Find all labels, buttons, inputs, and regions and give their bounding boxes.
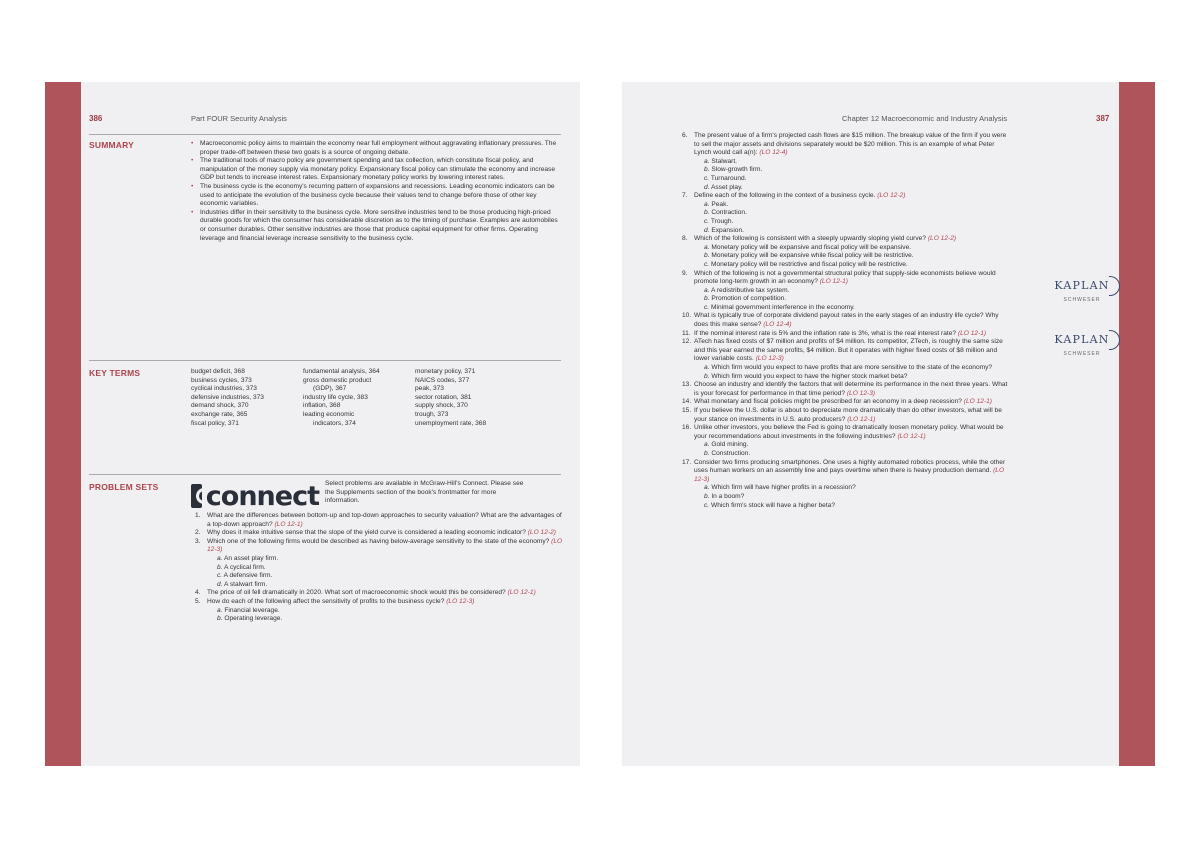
answer-option	[694, 252, 1012, 261]
kaplan-schweser-logo	[1046, 330, 1118, 357]
learning-objective-tag: (LO 12-1)	[963, 398, 992, 406]
learning-objective-tag: (LO 12-1)	[274, 520, 303, 528]
answer-option-letter: a.	[217, 554, 223, 562]
problem-number: 10.	[682, 312, 692, 320]
problem-text: The present value of a firm's projected cash flows are $15 million. The breakup value of the firm if you were to sell the major assets and divisions separately would be $20 million. This is an example of what Peter Lynch would call a(n):	[694, 132, 1007, 157]
problem-text: What is typically true of corporate dividend payout rates in the early stages of an industry life cycle? Why does this make sense?	[694, 312, 999, 329]
answer-option-letter: c.	[704, 174, 710, 182]
answer-option	[694, 184, 1012, 193]
right-page	[622, 82, 1155, 766]
problem-number: 13.	[682, 381, 692, 389]
learning-objective-tag: (LO 12-3)	[694, 467, 1005, 483]
key-terms-col2	[303, 368, 380, 428]
learning-objective-tag: (LO 12-2)	[527, 529, 556, 537]
problem-item	[682, 381, 1012, 398]
answer-option-text: Which firm's stock will have a higher beta?	[710, 501, 836, 509]
answer-option-text: Financial leverage.	[224, 606, 280, 614]
learning-objective-tag: (LO 12-3)	[846, 389, 876, 397]
problem-item	[195, 598, 565, 624]
problem-text: If the nominal interest rate is 5% and the inflation rate is 3%, what is the real interest rate?	[694, 329, 957, 337]
summary-bullet: • The traditional tools of macro policy are government spending and tax collection, which constitute fiscal policy, and manipulation of the money supply via monetary policy. Expansionary fiscal policy can stimulate the economy and increase GDP but tends to increase interest rates. Expansionary monetary policy works by lowering interest rates.	[191, 157, 561, 183]
problem-text: ATech has fixed costs of $7 million and profits of $4 million. Its competitor, ZTech, is roughly the same size and this year earned the same profits, $4 million. But it operates with higher fixed costs of $8 million and lower variable costs.	[694, 338, 1003, 363]
answer-option	[694, 158, 1012, 167]
answer-option-letter: d.	[704, 183, 710, 191]
answer-option-letter: a.	[704, 200, 710, 208]
answer-option	[694, 287, 1012, 296]
answer-option-text: A redistributive tax system.	[710, 286, 790, 294]
answer-option-letter: b.	[704, 449, 710, 457]
problem-text: Consider two firms producing smartphones. One uses a highly automated robotics process, while the other uses human workers on an assembly line and pays overtime when there is heavy production demand.	[694, 458, 1006, 475]
learning-objective-tag: (LO 12-4)	[763, 321, 792, 329]
connect-logo-word: connect	[205, 480, 319, 512]
problem-item	[682, 270, 1012, 313]
answer-option-letter: b.	[217, 563, 223, 571]
summary-bullets	[191, 140, 561, 243]
learning-objective-tag: (LO 12-1)	[507, 589, 536, 597]
learning-objective-tag: (LO 12-3)	[755, 355, 784, 363]
problem-item	[195, 529, 565, 538]
answer-option	[207, 555, 565, 564]
key-term: (GDP), 367	[313, 385, 347, 393]
answer-option-letter: b.	[704, 372, 710, 380]
problem-text: Choose an industry and identify the factors that will determine its performance in the next three years. What is your forecast for performance in that time period?	[694, 381, 1008, 397]
answer-option-letter: a.	[704, 286, 710, 294]
answer-option-text: In a boom?	[711, 492, 745, 500]
answer-option-text: A cyclical firm.	[223, 563, 266, 571]
answer-option-text: Which firm will have higher profits in a recession?	[711, 484, 856, 492]
problem-item	[682, 459, 1012, 511]
key-term: monetary policy, 371	[415, 368, 476, 375]
answer-option	[694, 502, 1012, 511]
answer-option	[694, 209, 1012, 218]
connect-logo	[191, 480, 319, 512]
answer-option-letter: a.	[704, 243, 710, 251]
answer-option	[694, 493, 1012, 502]
key-term: unemployment rate, 368	[415, 419, 487, 427]
problem-number: 12.	[682, 338, 692, 346]
problem-text: What monetary and fiscal policies might be prescribed for an economy in a deep recession?	[694, 398, 962, 406]
key-term: sector rotation, 381	[415, 393, 472, 401]
answer-option-text: Which firm would you expect to have profits that are more sensitive to the state of the economy?	[711, 364, 993, 372]
problem-sets-title: PROBLEM SETS	[89, 482, 159, 492]
answer-option-letter: a.	[704, 157, 710, 165]
answer-option	[207, 607, 565, 616]
learning-objective-tag: (LO 12-1)	[819, 278, 848, 286]
answer-option-text: Monetary policy will be restrictive and fiscal policy will be restrictive.	[710, 260, 908, 268]
summary-title: SUMMARY	[89, 140, 134, 150]
problem-text: Define each of the following in the context of a business cycle.	[694, 192, 876, 200]
answer-option-text: Stalwart.	[711, 157, 737, 165]
learning-objective-tag: (LO 12-1)	[847, 415, 876, 423]
kaplan-logo-word: KAPLAN	[1048, 279, 1115, 292]
problem-number: 7.	[682, 192, 688, 200]
answer-option-text: A defensive firm.	[223, 572, 273, 580]
answer-option	[694, 227, 1012, 236]
answer-option-text: Promotion of competition.	[711, 295, 787, 303]
key-term: leading economic	[303, 410, 355, 418]
problem-item	[195, 589, 565, 598]
problem-text: Why does it make intuitive sense that the slope of the yield curve is considered a leading economic indicator?	[207, 529, 526, 537]
answer-option-letter: b.	[704, 492, 710, 500]
problem-item	[682, 407, 1012, 424]
answer-option-letter: a.	[704, 364, 710, 372]
answer-option-letter: d.	[217, 580, 223, 588]
right-running-head: Chapter 12 Macroeconomic and Industry Analysis	[842, 114, 1008, 123]
problem-item	[682, 330, 1012, 339]
key-terms-title: KEY TERMS	[89, 368, 141, 378]
key-term: supply shock, 370	[415, 402, 468, 410]
answer-option-letter: c.	[217, 572, 223, 580]
answer-option	[694, 175, 1012, 184]
left-page-number: 386	[89, 114, 103, 123]
answer-option-letter: c.	[704, 260, 710, 268]
answer-option	[207, 615, 565, 624]
answer-option-letter: b.	[704, 209, 710, 217]
problem-item	[682, 398, 1012, 407]
problem-number: 8.	[682, 235, 688, 243]
problem-number: 17.	[682, 458, 692, 466]
answer-option	[694, 261, 1012, 270]
answer-option-letter: b.	[704, 295, 710, 303]
answer-option	[694, 166, 1012, 175]
answer-option	[694, 218, 1012, 227]
problem-number: 2.	[195, 529, 201, 537]
key-term: gross domestic product	[303, 376, 372, 384]
answer-option-letter: b.	[704, 166, 710, 174]
answer-option	[694, 450, 1012, 459]
problem-item	[682, 192, 1012, 235]
problem-item	[682, 235, 1012, 269]
answer-option	[207, 581, 565, 590]
problem-number: 4.	[195, 589, 201, 597]
answer-option-text: Minimal government interference in the economy.	[710, 303, 855, 311]
answer-option-letter: a.	[217, 606, 223, 614]
key-term: industry life cycle, 383	[303, 393, 368, 401]
problem-text: Which of the following is not a governmental structural policy that supply-side economists believe would promote long-term growth in an economy?	[694, 269, 996, 286]
problem-text: How do each of the following affect the sensitivity of profits to the business cycle?	[207, 597, 445, 605]
answer-option-letter: c.	[704, 501, 710, 509]
kaplan-schweser-logo	[1046, 276, 1118, 303]
answer-option-text: Monetary policy will be expansive and fiscal policy will be expansive.	[711, 243, 912, 251]
key-term: fiscal policy, 371	[191, 419, 239, 427]
answer-option-letter: d.	[704, 226, 710, 234]
connect-logo-icon	[191, 484, 202, 508]
problem-item	[682, 312, 1012, 329]
problem-number: 9.	[682, 269, 688, 277]
learning-objective-tag: (LO 12-1)	[897, 432, 926, 440]
answer-option-letter: b.	[704, 252, 710, 260]
answer-option-letter: a.	[704, 441, 710, 449]
key-terms-rule	[89, 360, 561, 361]
answer-option	[694, 295, 1012, 304]
key-term: fundamental analysis, 364	[303, 368, 380, 375]
problem-text: Which one of the following firms would be described as having below-average sensitivity to the state of the economy?	[207, 537, 550, 545]
answer-option-letter: b.	[217, 615, 223, 623]
problem-number: 6.	[682, 132, 688, 139]
key-term: defensive industries, 373	[191, 393, 264, 401]
key-terms-col1	[191, 368, 264, 428]
problem-number: 3.	[195, 537, 201, 545]
answer-option	[694, 201, 1012, 210]
answer-option-letter: c.	[704, 217, 710, 225]
kaplan-logo-word: KAPLAN	[1048, 333, 1115, 346]
answer-option-text: A stalwart firm.	[223, 580, 268, 588]
answer-option-text: Asset play.	[710, 183, 743, 191]
connect-note: Select problems are available in McGraw-Hill's Connect. Please see the Supplements section of the book's frontmatter for more information.	[325, 480, 524, 505]
answer-option-text: Construction.	[711, 449, 751, 457]
answer-option	[694, 441, 1012, 450]
answer-option	[694, 304, 1012, 313]
summary-bullet: • Industries differ in their sensitivity to the business cycle. More sensitive industries tend to be those producing high-priced durable goods for which the consumer has considerable discretion as to the timing of purchase. Examples are automobiles or consumer durables. Other sensitive industries are those that produce capital equipment for other firms. Operating leverage and financial leverage increase sensitivity to the business cycle.	[191, 209, 561, 243]
key-term: budget deficit, 368	[191, 368, 245, 375]
problem-sets-rule	[89, 474, 561, 475]
key-term: business cycles, 373	[191, 376, 252, 384]
right-page-number: 387	[1096, 114, 1110, 123]
answer-option-text: Gold mining.	[711, 441, 749, 449]
problem-text: The price of oil fell dramatically in 2020. What sort of macroeconomic shock would this be considered?	[207, 589, 506, 597]
answer-option-text: Slow-growth firm.	[711, 166, 763, 174]
learning-objective-tag: (LO 12-1)	[957, 329, 987, 337]
learning-objective-tag: (LO 12-3)	[446, 597, 475, 605]
answer-option-text: Trough.	[710, 217, 734, 225]
answer-option	[694, 364, 1012, 373]
answer-option	[207, 564, 565, 573]
problem-number: 15.	[682, 407, 692, 414]
key-term: exchange rate, 365	[191, 410, 248, 418]
learning-objective-tag: (LO 12-2)	[877, 192, 906, 200]
answer-option-letter: a.	[704, 484, 710, 492]
problem-item	[682, 338, 1012, 381]
kaplan-logo-sub: SCHWESER	[1063, 351, 1101, 357]
right-color-band	[1119, 82, 1155, 766]
problem-item	[195, 538, 565, 590]
answer-option	[694, 244, 1012, 253]
key-term: trough, 373	[415, 410, 449, 418]
problem-text: Unlike other investors, you believe the Fed is going to dramatically loosen monetary policy. What would be your recommendations about investments in the following industries?	[694, 424, 1004, 440]
answer-option-text: Expansion.	[711, 226, 744, 234]
problem-list-left	[195, 512, 565, 624]
answer-option-text: An asset play firm.	[223, 554, 279, 562]
answer-option	[694, 373, 1012, 382]
answer-option-text: Turnaround.	[710, 174, 747, 182]
key-term: inflation, 368	[303, 402, 341, 410]
answer-option	[694, 484, 1012, 493]
left-page	[45, 82, 580, 766]
answer-option	[207, 572, 565, 581]
problem-item	[682, 424, 1012, 458]
left-running-head: Part FOUR Security Analysis	[191, 114, 287, 123]
summary-bullet: • Macroeconomic policy aims to maintain the economy near full employment without aggravating inflationary pressures. The proper trade-off between these two goals is a source of ongoing debate.	[191, 140, 561, 157]
problem-item	[195, 512, 565, 529]
problem-number: 14.	[682, 398, 692, 406]
answer-option-text: Which firm would you expect to have the higher stock market beta?	[711, 372, 908, 380]
answer-option-text: Operating leverage.	[224, 615, 283, 623]
learning-objective-tag: (LO 12-3)	[207, 537, 563, 554]
problem-text: If you believe the U.S. dollar is about to depreciate more dramatically than do other investors, what will be your stance on investments in U.S. auto producers?	[694, 407, 1002, 423]
key-term: demand shock, 370	[191, 402, 249, 410]
problem-text: What are the differences between bottom-up and top-down approaches to security valuation? What are the advantages of a top-down approach?	[207, 512, 562, 528]
answer-option-text: Peak.	[711, 200, 729, 208]
key-term: NAICS codes, 377	[415, 376, 470, 384]
key-term: cyclical industries, 373	[191, 385, 257, 393]
problem-list-right	[682, 132, 1012, 510]
answer-option-text: Contraction.	[711, 209, 747, 217]
summary-rule	[89, 134, 561, 135]
left-color-band	[45, 82, 81, 766]
answer-option-letter: c.	[704, 303, 710, 311]
problem-number: 1.	[195, 512, 201, 519]
key-term: indicators, 374	[313, 419, 356, 427]
problem-text: Which of the following is consistent with a steeply upwardly sloping yield curve?	[694, 235, 926, 243]
kaplan-logo-sub: SCHWESER	[1063, 297, 1101, 303]
problem-number: 11.	[682, 329, 691, 337]
learning-objective-tag: (LO 12-4)	[759, 149, 788, 157]
summary-bullet: • The business cycle is the economy's recurring pattern of expansions and recessions. Leading economic indicators can be used to anticipate the evolution of the business cycle because their values tend to change before those of other key economic variables.	[191, 183, 561, 209]
learning-objective-tag: (LO 12-2)	[927, 235, 957, 243]
problem-number: 5.	[195, 597, 201, 605]
key-term: peak, 373	[415, 385, 444, 393]
problem-number: 16.	[682, 424, 692, 432]
answer-option-text: Monetary policy will be expansive while fiscal policy will be restrictive.	[711, 252, 914, 260]
key-terms-col3	[415, 368, 486, 428]
problem-item	[682, 132, 1012, 192]
